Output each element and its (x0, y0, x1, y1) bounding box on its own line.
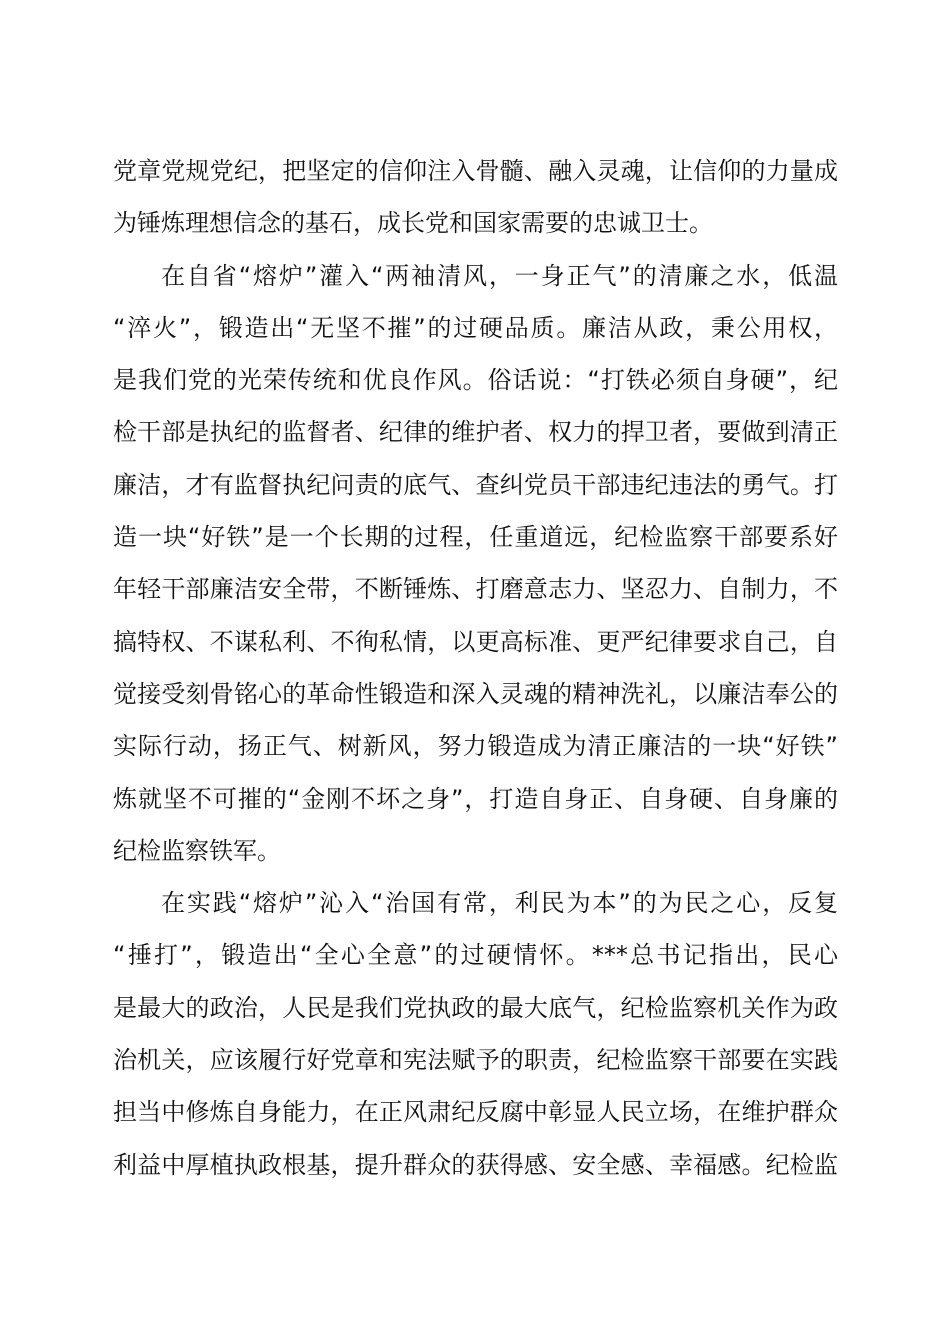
text-line: 检干部是执纪的监督者、纪律的维护者、权力的捍卫者，要做到清正 (113, 418, 838, 447)
text-line: 是最大的政治，人民是我们党执政的最大底气，纪检监察机关作为政 (113, 993, 838, 1022)
text-line: 炼就坚不可摧的“金刚不坏之身”，打造自身正、自身硬、自身廉的 (113, 784, 838, 813)
text-line: 纪检监察铁军。 (113, 836, 281, 865)
text-line: “捶打”，锻造出“全心全意”的过硬情怀。***总书记指出，民心 (113, 941, 838, 970)
text-line: 觉接受刻骨铭心的革命性锻造和深入灵魂的精神洗礼，以廉洁奉公的 (113, 679, 838, 708)
text-line: 实际行动，扬正气、树新风，努力锻造成为清正廉洁的一块“好铁” (113, 732, 838, 761)
paragraph-start-line: 在自省“熔炉”灌入“两袖清风，一身正气”的清廉之水，低温 (161, 261, 838, 290)
text-line: 造一块“好铁”是一个长期的过程，任重道远，纪检监察干部要系好 (113, 523, 838, 552)
text-line: 利益中厚植执政根基，提升群众的获得感、安全感、幸福感。纪检监 (113, 1150, 838, 1179)
text-line: “淬火”，锻造出“无坚不摧”的过硬品质。廉洁从政，秉公用权， (113, 313, 838, 342)
text-line: 为锤炼理想信念的基石，成长党和国家需要的忠诚卫士。 (113, 209, 713, 238)
text-line: 党章党规党纪，把坚定的信仰注入骨髓、融入灵魂，让信仰的力量成 (113, 157, 838, 185)
text-line: 年轻干部廉洁安全带，不断锤炼、打磨意志力、坚忍力、自制力，不 (113, 575, 838, 604)
paragraph-start-line: 在实践“熔炉”沁入“治国有常，利民为本”的为民之心，反复 (161, 889, 838, 918)
text-line: 治机关，应该履行好党章和宪法赋予的职责，纪检监察干部要在实践 (113, 1046, 838, 1075)
text-line: 担当中修炼自身能力，在正风肃纪反腐中彰显人民立场，在维护群众 (113, 1098, 838, 1127)
document-body (113, 145, 838, 1191)
text-line: 是我们党的光荣传统和优良作风。俗话说：“打铁必须自身硬”，纪 (113, 366, 838, 395)
text-line: 廉洁，才有监督执纪问责的底气、查纠党员干部违纪违法的勇气。打 (113, 470, 838, 499)
text-line: 搞特权、不谋私利、不徇私情，以更高标准、更严纪律要求自己，自 (113, 627, 838, 656)
